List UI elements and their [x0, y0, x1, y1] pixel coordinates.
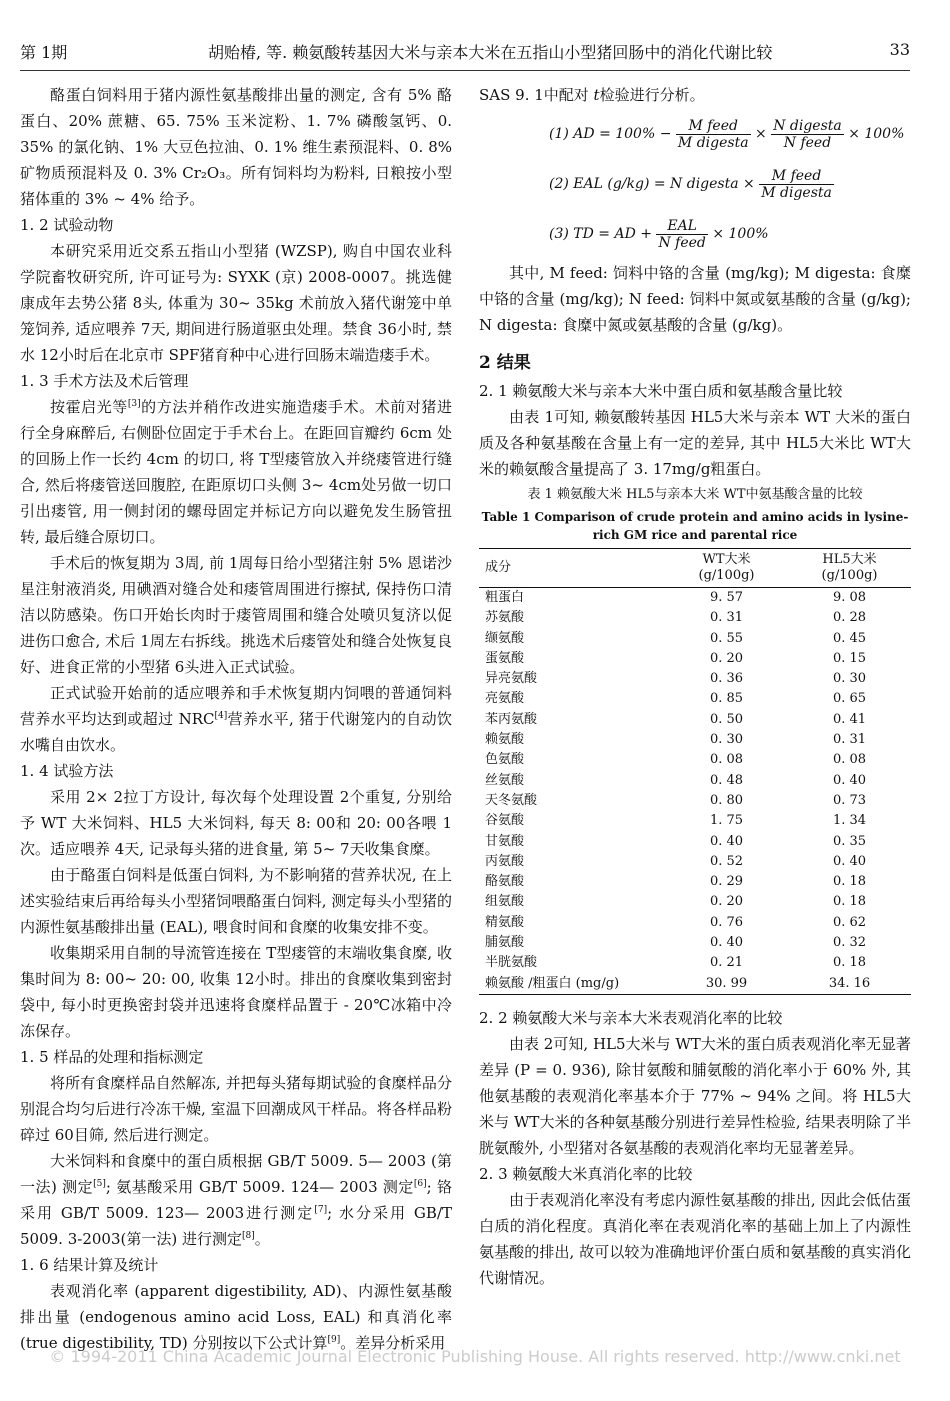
casein-feeding-paragraph: 由于酪蛋白饲料是低蛋白饲料, 为不影响猪的营养状况, 在上述实验结束后再给每头小型猪饲喂酪蛋白饲料, 测定每头小型猪的内源性氨基酸排出量 (EAL), 喂食时间和食糜的收集安排不变。 — [20, 866, 452, 936]
running-title: 胡贻椿, 等. 赖氨酸转基因大米与亲本大米在五指山小型猪回肠中的消化代谢比较 — [208, 43, 773, 62]
cell-component: 半胱氨酸 — [485, 955, 538, 971]
cell-hl5-value: 0. 30 — [832, 671, 867, 687]
right-column — [479, 82, 911, 1291]
cell-wt-value: 1. 75 — [709, 813, 744, 829]
cell-component: 异亮氨酸 — [485, 671, 538, 687]
cell-wt-value: 9. 57 — [709, 590, 744, 605]
table-header-row — [479, 549, 911, 588]
cell-hl5-value: 0. 18 — [832, 955, 867, 971]
cell-component: 亮氨酸 — [485, 691, 525, 707]
surgery-paragraph: 按霍启光等[3]的方法并稍作改进实施造瘘手术。术前对猪进行全身麻醉后, 右侧卧位固定于手术台上。在距回盲瓣约 6cm 处的回肠上作一长约 4cm 的切口, 将 T型瘘管放入并绕瘘管进行缝合, 然后将瘘管送回腹腔, 在距原切口头侧 3~ 4cm处另做一切口引出瘘管, 用一侧封闭的螺母固定并标记方向以避免发生肠管扭转, 最后缝合原切口。 — [20, 398, 452, 546]
cell-hl5-value: 0. 18 — [832, 874, 867, 890]
cell-hl5-value: 0. 40 — [832, 772, 867, 788]
table-row — [479, 649, 911, 669]
table-row — [479, 811, 911, 831]
header-rule — [20, 70, 910, 71]
cell-wt-value: 0. 30 — [709, 732, 744, 748]
column-header-hl5: HL5大米 (g/100g) — [821, 552, 878, 583]
cell-hl5-value: 0. 73 — [832, 792, 867, 808]
table-row — [479, 872, 911, 892]
table-row — [479, 974, 911, 995]
fraction: $\frac{\text{N digesta}}{\text{N feed}}$ — [773, 117, 842, 151]
cell-component: 精氨酸 — [485, 914, 525, 930]
cell-hl5-value: 0. 40 — [832, 853, 867, 869]
table-row — [479, 629, 911, 649]
cell-hl5-value: 34. 16 — [828, 975, 871, 991]
table-row — [479, 730, 911, 750]
casein-diet-paragraph: 酪蛋白饲料用于猪内源性氨基酸排出量的测定, 含有 5% 酪蛋白、20% 蔗糖、65. 75% 玉米淀粉、1. 7% 磷酸氢钙、0. 35% 的氯化钠、1% 大豆色拉油、0. 1% 维生素预混料、0. 8% 矿物质预混料及 0. 3% Cr₂O₃。所有饲料均为粉料, 日粮按小型猪体重的 3% ~ 4% 给予。 — [20, 86, 452, 208]
cell-wt-value: 0. 21 — [709, 955, 744, 971]
cell-component: 组氨酸 — [485, 894, 525, 910]
cell-hl5-value: 0. 32 — [832, 935, 867, 951]
left-column — [20, 82, 452, 1356]
cell-wt-value: 0. 50 — [709, 711, 744, 727]
cell-hl5-value: 9. 08 — [832, 590, 867, 605]
cell-hl5-value: 0. 45 — [832, 630, 867, 646]
table-row — [479, 669, 911, 689]
assay-methods-paragraph: 大米饲料和食糜中的蛋白质根据 GB/T 5009. 5— 2003 (第一法) 测定[5]; 氨基酸采用 GB/T 5009. 124— 2003 测定[6]; 铬采用 GB/T 5009. 123— 2003进行测定[7]; 水分采用 GB/T 5009. 3-2003(第一法) 进行测定[8]。 — [20, 1152, 452, 1248]
section-1-4-heading: 1. 4 试验方法 — [20, 762, 114, 780]
citation-9[interactable]: [9] — [327, 1335, 341, 1345]
cell-wt-value: 0. 85 — [709, 691, 744, 707]
cell-component: 天冬氨酸 — [485, 792, 538, 808]
cell-wt-value: 0. 36 — [709, 671, 744, 687]
table-row — [479, 588, 911, 609]
cell-wt-value: 0. 76 — [709, 914, 744, 930]
cell-wt-value: 0. 55 — [709, 630, 744, 646]
cell-component: 粗蛋白 — [485, 590, 525, 605]
apparent-digestibility-paragraph: 由表 2可知, HL5大米与 WT大米的蛋白质表观消化率无显著差异 (P = 0. 936), 除甘氨酸和脯氨酸的消化率小于 60% 外, 其他氨基酸的表观消化率基本介于 77% ~ 94% 之间。将 HL5大米与 WT大米的各种氨基酸分别进行差异性检验, 结果表明除了半胱氨酸外, 小型猪对各氨基酸的表观消化率均无显著差异。 — [479, 1034, 911, 1157]
table-row — [479, 689, 911, 709]
fraction: $\frac{\text{M feed}}{\text{M digesta}}$ — [677, 117, 749, 151]
citation-8[interactable]: [8] — [241, 1231, 255, 1241]
section-1-2-heading: 1. 2 试验动物 — [20, 216, 114, 234]
table-row — [479, 791, 911, 811]
formula-ad: (1) AD = 100% − $\frac{\text{M feed}}{\text{M digesta}}$ × $\frac{\text{N digesta}}{\text{N feed}}$ × 100% — [549, 117, 905, 151]
cell-hl5-value: 0. 18 — [832, 894, 867, 910]
protein-content-paragraph: 由表 1可知, 赖氨酸转基因 HL5大米与亲本 WT 大米的蛋白质及各种氨基酸在含量上有一定的差异, 其中 HL5大米比 WT大米的赖氨酸含量提高了 3. 17mg/g粗蛋白。 — [479, 408, 911, 478]
cell-hl5-value: 0. 08 — [832, 752, 867, 768]
cell-wt-value: 0. 20 — [709, 650, 744, 666]
section-2-2-heading: 2. 2 赖氨酸大米与亲本大米表观消化率的比较 — [479, 1008, 783, 1027]
table-row — [479, 933, 911, 953]
table-row — [479, 608, 911, 628]
table-row — [479, 832, 911, 852]
cell-component: 丝氨酸 — [485, 772, 525, 788]
copyright-footer: © 1994-2011 China Academic Journal Electronic Publishing House. All rights reserved. http://www.cnki.net — [49, 1347, 901, 1366]
table-row — [479, 953, 911, 973]
stats-paragraph: SAS 9. 1中配对 t检验进行分析。 — [479, 86, 705, 104]
section-2-heading: 2 结果 — [479, 353, 531, 373]
table-1-caption-en: Table 1 Comparison of crude protein and amino acids in lysine-rich GM rice and parental rice — [481, 510, 909, 542]
running-header — [20, 40, 910, 70]
animals-paragraph: 本研究采用近交系五指山小型猪 (WZSP), 购自中国农业科学院畜牧研究所, 许可证号为: SYXK (京) 2008-0007。挑选健康成年去势公猪 8头, 体重为 30~ 35kg 术前放入猪代谢笼中单笼饲养, 适应喂养 7天, 期间进行肠道驱虫处理。禁食 36小时, 禁水 12小时后在北京市 SPF猪育种中心进行回肠末端造瘘手术。 — [20, 242, 452, 364]
cell-component: 色氨酸 — [485, 752, 525, 768]
section-2-3-heading: 2. 3 赖氨酸大米真消化率的比较 — [479, 1164, 693, 1183]
amino-acid-table — [479, 548, 911, 995]
cell-hl5-value: 0. 65 — [832, 691, 867, 707]
page-number: 33 — [889, 40, 910, 59]
cell-component: 苏氨酸 — [485, 610, 525, 626]
citation-3[interactable]: [3] — [127, 399, 141, 409]
cell-hl5-value: 0. 41 — [832, 711, 867, 727]
recovery-paragraph: 手术后的恢复期为 3周, 前 1周每日给小型猪注射 5% 恩诺沙星注射液消炎, 用碘酒对缝合处和瘘管周围进行擦拭, 保持伤口清洁以防感染。伤口开始长肉时于瘘管周围和缝合处喷贝复济以促进伤口愈合, 术后 1周左右拆线。挑选术后瘘管处和缝合处恢复良好、进食正常的小型猪 6头进入正式试验。 — [20, 554, 452, 676]
cell-wt-value: 0. 40 — [709, 935, 744, 951]
formula-td: (3) TD = AD + $\frac{\text{EAL}}{\text{N feed}}$ × 100% — [549, 217, 769, 251]
cell-component: 赖氨酸 — [485, 732, 525, 748]
cell-wt-value: 0. 08 — [709, 752, 744, 768]
cell-hl5-value: 0. 15 — [832, 650, 867, 666]
fraction: $\frac{\text{EAL}}{\text{N feed}}$ — [658, 217, 706, 251]
cell-component: 苯丙氨酸 — [485, 711, 538, 727]
cell-component: 谷氨酸 — [485, 813, 525, 829]
table-row — [479, 771, 911, 791]
table-row — [479, 750, 911, 770]
section-1-3-heading: 1. 3 手术方法及术后管理 — [20, 372, 189, 390]
cell-hl5-value: 0. 62 — [832, 914, 867, 930]
cell-hl5-value: 1. 34 — [832, 813, 867, 829]
cell-wt-value: 30. 99 — [705, 975, 748, 991]
section-1-6-heading: 1. 6 结果计算及统计 — [20, 1256, 159, 1274]
cell-component: 蛋氨酸 — [485, 650, 525, 666]
cell-wt-value: 0. 48 — [709, 772, 744, 788]
cell-wt-value: 0. 29 — [709, 874, 744, 890]
cell-component: 脯氨酸 — [485, 935, 525, 951]
cell-component: 酪氨酸 — [485, 874, 525, 890]
true-digestibility-paragraph: 由于表观消化率没有考虑内源性氨基酸的排出, 因此会低估蛋白质的消化程度。真消化率在表观消化率的基础上加上了内源性氨基酸的排出, 故可以较为准确地评价蛋白质和氨基酸的真实消化代谢情况。 — [479, 1190, 911, 1287]
nrc-paragraph: 正式试验开始前的适应喂养和手术恢复期内饲喂的普通饲料营养水平均达到或超过 NRC[4]营养水平, 猪于代谢笼内的自动饮水嘴自由饮水。 — [20, 684, 452, 754]
cell-hl5-value: 0. 31 — [832, 732, 867, 748]
variable-definitions: 其中, M feed: 饲料中铬的含量 (mg/kg); M digesta: 食糜中铬的含量 (mg/kg); N feed: 饲料中氮或氨基酸的含量 (g/kg); N digesta: 食糜中氮或氨基酸的含量 (g/kg)。 — [479, 264, 911, 334]
citation-5[interactable]: [5] — [93, 1179, 106, 1189]
table-1-caption-cn: 表 1 赖氨酸大米 HL5与亲本大米 WT中氨基酸含量的比较 — [527, 487, 863, 502]
citation-6[interactable]: [6] — [413, 1179, 427, 1189]
formula-eal: (2) EAL (g/kg) = N digesta × $\frac{\text{M feed}}{\text{M digesta}}$ — [549, 167, 832, 201]
cell-wt-value: 0. 52 — [709, 853, 744, 869]
cell-hl5-value: 0. 28 — [832, 610, 867, 626]
citation-4[interactable]: [4] — [214, 711, 228, 721]
collection-paragraph: 收集期采用自制的导流管连接在 T型瘘管的末端收集食糜, 收集时间为 8: 00~ 20: 00, 收集 12小时。排出的食糜收集到密封袋中, 每小时更换密封袋并迅速将食糜样品置于 - 20℃冰箱中冷冻保存。 — [20, 944, 452, 1040]
cell-component: 甘氨酸 — [485, 833, 525, 849]
calculation-paragraph: 表观消化率 (apparent digestibility, AD)、内源性氨基酸排出量 (endogenous amino acid Loss, EAL) 和真消化率 (true digestibility, TD) 分别按以下公式计算[9]。差异分析采用 — [20, 1282, 452, 1352]
column-header-component: 成分 — [485, 560, 512, 575]
cell-component: 丙氨酸 — [485, 853, 525, 869]
issue-label: 第 1期 — [20, 43, 68, 62]
cell-wt-value: 0. 80 — [709, 792, 744, 808]
table-row — [479, 710, 911, 730]
column-header-wt: WT大米 (g/100g) — [698, 552, 755, 583]
section-1-5-heading: 1. 5 样品的处理和指标测定 — [20, 1048, 204, 1066]
cell-wt-value: 0. 20 — [709, 894, 744, 910]
table-row — [479, 852, 911, 872]
citation-7[interactable]: [7] — [314, 1205, 328, 1215]
table-row — [479, 913, 911, 933]
section-2-1-heading: 2. 1 赖氨酸大米与亲本大米中蛋白质和氨基酸含量比较 — [479, 382, 843, 400]
cell-wt-value: 0. 40 — [709, 833, 744, 849]
cell-component: 缬氨酸 — [485, 630, 525, 646]
cell-hl5-value: 0. 35 — [832, 833, 867, 849]
fraction: $\frac{\text{M feed}}{\text{M digesta}}$ — [761, 167, 832, 201]
design-paragraph: 采用 2× 2拉丁方设计, 每次每个处理设置 2个重复, 分别给予 WT 大米饲料、HL5 大米饲料, 每天 8: 00和 20: 00各喂 1次。适应喂养 4天, 记录每头猪的进食量, 第 5~ 7天收集食糜。 — [20, 788, 452, 858]
table-body — [479, 588, 911, 995]
table-row — [479, 892, 911, 912]
sample-treatment-paragraph: 将所有食糜样品自然解冻, 并把每头猪每期试验的食糜样品分别混合均匀后进行冷冻干燥, 室温下回潮成风干样品。将各样品粉碎过 60目筛, 然后进行测定。 — [20, 1074, 452, 1144]
cell-component: 赖氨酸 /粗蛋白 (mg/g) — [485, 975, 620, 991]
cell-wt-value: 0. 31 — [709, 610, 744, 626]
